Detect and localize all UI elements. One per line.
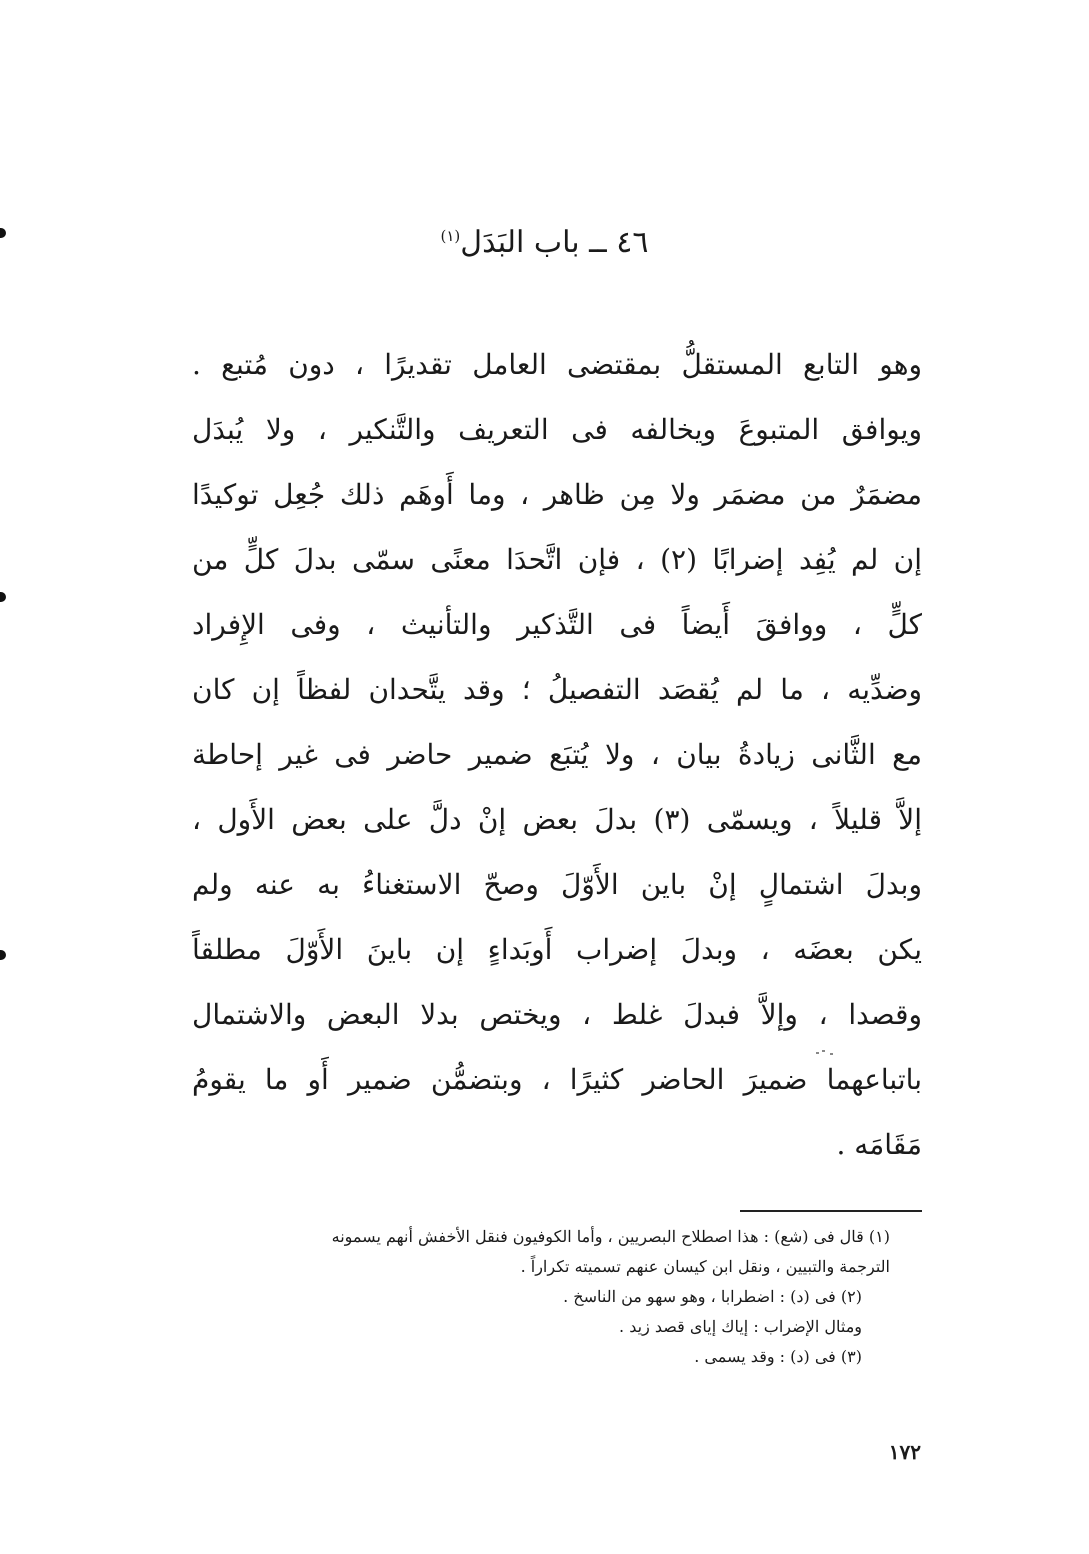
page-number: ١٧٢ bbox=[888, 1440, 921, 1464]
scan-speck bbox=[822, 1050, 825, 1052]
chapter-heading bbox=[0, 212, 1089, 267]
scan-speck bbox=[816, 1052, 819, 1054]
footnote-line: (٣) فى (د) : وقد يسمى . bbox=[694, 1347, 862, 1366]
footnote-line: (١) قال فى (شع) : هذا اصطلاح البصريين ، وأما الكوفيون فنقل الأخفش أنهم يسمونه bbox=[331, 1227, 890, 1246]
chapter-title: ٤٦ ــ باب البَدَل bbox=[460, 225, 649, 260]
footnote-line: (٢) فى (د) : اضطرابا ، وهو سهو من الناسخ . bbox=[563, 1287, 862, 1306]
body-line: مضمَرٌ من مضمَر ولا مِن ظاهر ، وما أَوهَم ذلك جُعِل توكيدًا bbox=[192, 478, 922, 511]
body-line: مع الثَّانى زيادةُ بيان ، ولا يُتبَع ضمير حاضر فى غير إحاطة bbox=[192, 738, 922, 771]
binding-hole-mark bbox=[0, 592, 6, 602]
footnote-line: ومثال الإضراب : إياك إياى قصد زيد . bbox=[619, 1317, 862, 1336]
heading-footnote-ref: (١) bbox=[440, 227, 461, 245]
footnote-line: الترجمة والتبيين ، ونقل ابن كيسان عنهم تسميته تكراراً . bbox=[520, 1257, 890, 1276]
scan-speck bbox=[830, 1053, 833, 1055]
body-line: مَقَامَه . bbox=[836, 1128, 922, 1161]
footnote-divider bbox=[740, 1210, 922, 1212]
body-line: وضدِّيه ، ما لم يُقصَد التفصيلُ ؛ وقد يتَّحدان لفظاً إن كان bbox=[192, 673, 922, 706]
body-line: إلاَّ قليلاً ، ويسمّى (٣) بدلَ بعض إنْ دلَّ على بعض الأَول ، bbox=[192, 803, 922, 836]
body-text bbox=[192, 332, 922, 1177]
body-line: كلٍّ ، ووافقَ أَيضاً فى التَّذكير والتأنيث ، وفى الإِفراد bbox=[192, 608, 922, 641]
body-line: يكن بعضَه ، وبدلَ إضراب أَوبَداءٍ إن باينَ الأَوّلَ مطلقاً bbox=[192, 933, 922, 966]
body-line: وقصدا ، وإلاَّ فبدلَ غلط ، ويختص بدلا البعض والاشتمال bbox=[192, 998, 922, 1031]
body-line: وهو التابع المستقلُّ بمقتضى العامل تقديرًا ، دون مُتبع . bbox=[192, 348, 922, 381]
binding-hole-mark bbox=[0, 950, 6, 960]
footnotes bbox=[180, 1222, 890, 1372]
body-line: باتباعهما ضميرَ الحاضر كثيرًا ، وبتضمُّن ضمير أَو ما يقومُ bbox=[192, 1063, 922, 1096]
body-line: وبدلَ اشتمالٍ إنْ باين الأَوّلَ وصحّ الاستغناءُ به عنه ولم bbox=[192, 868, 922, 901]
body-line: ويوافق المتبوعَ ويخالفه فى التعريف والتَّنكير ، ولا يُبدَل bbox=[192, 413, 922, 446]
body-line: إن لم يُفِد إضرابًا (٢) ، فإن اتَّحدَا معنًى سمّى بدلَ كلٍّ من bbox=[192, 543, 922, 576]
